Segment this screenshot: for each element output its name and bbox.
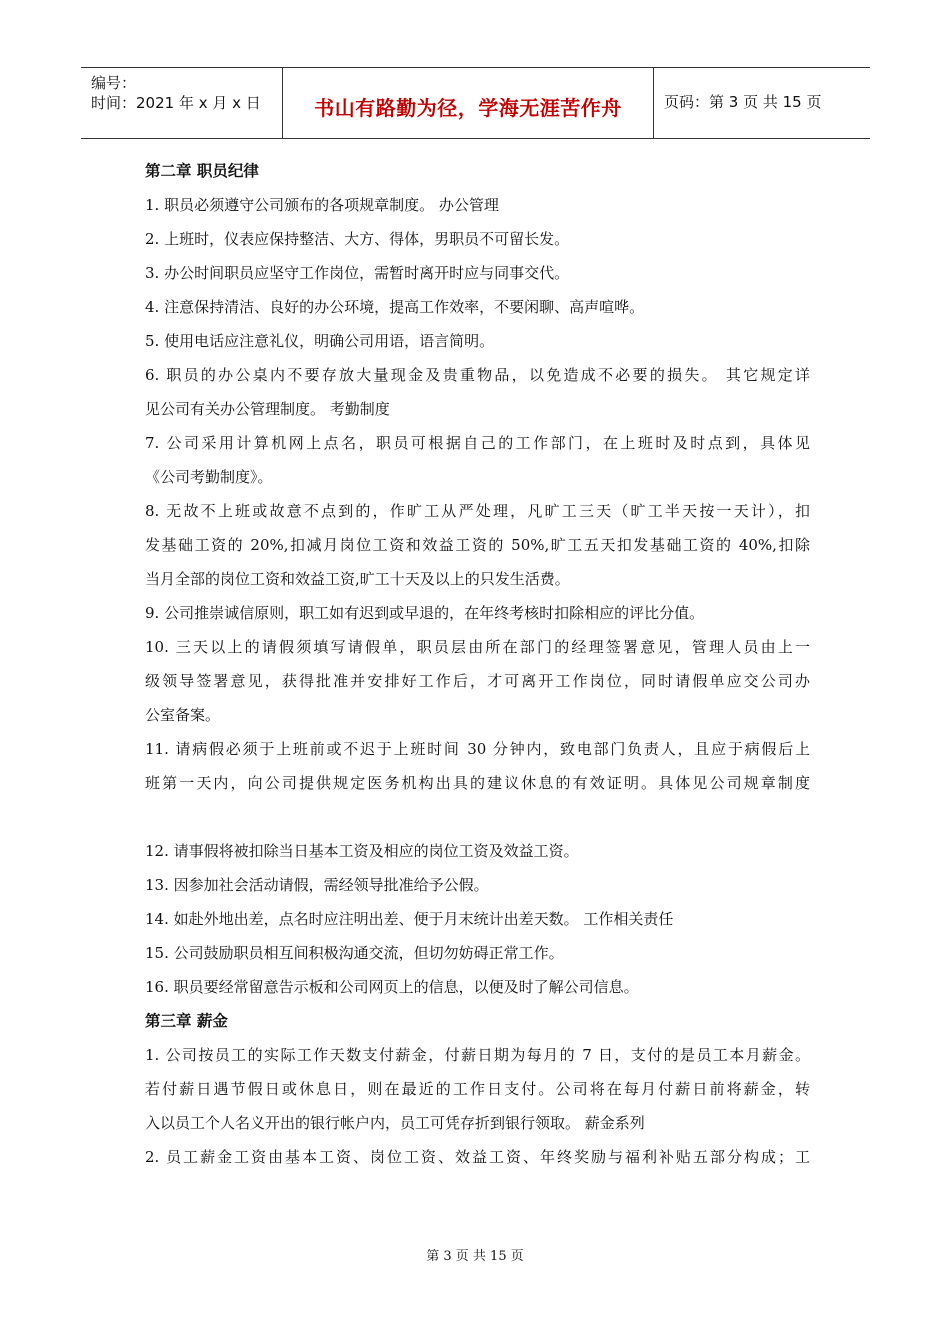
text-line: 6. 职员的办公桌内不要存放大量现金及贵重物品，以免造成不必要的损失。 其它规定详 (145, 366, 810, 384)
text-line: 15. 公司鼓励职员相互间积极沟通交流，但切勿妨碍正常工作。 (145, 944, 564, 962)
text-line: 级领导签署意见，获得批准并安排好工作后，才可离开工作岗位，同时请假单应交公司办 (145, 672, 810, 690)
text-line: 入以员工个人名义开出的银行帐户内，员工可凭存折到银行领取。 薪金系列 (145, 1114, 645, 1132)
text-line: 若付薪日遇节假日或休息日，则在最近的工作日支付。公司将在每月付薪日前将薪金，转 (145, 1080, 810, 1098)
text-line: 2. 员工薪金工资由基本工资、岗位工资、效益工资、年终奖励与福利补贴五部分构成；工 (145, 1148, 810, 1166)
text-line: 公室备案。 (145, 706, 221, 724)
page-info: 页码：第 3 页 共 15 页 (664, 92, 822, 111)
text-line: 见公司有关办公管理制度。 考勤制度 (145, 400, 390, 418)
text-line: 3. 办公时间职员应坚守工作岗位，需暂时离开时应与同事交代。 (145, 264, 570, 282)
text-line: 《公司考勤制度》。 (145, 468, 273, 486)
document-body (145, 154, 810, 1174)
chapter-heading: 第二章 职员纪律 (145, 161, 259, 180)
page-footer: 第 3 页 共 15 页 (426, 1249, 524, 1264)
text-line: 10. 三天以上的请假须填写请假单，职员层由所在部门的经理签署意见，管理人员由上一 (145, 638, 810, 656)
time-label: 时间：2021 年 x 月 x 日 (91, 94, 261, 112)
text-line: 9. 公司推崇诚信原则，职工如有迟到或早退的，在年终考核时扣除相应的评比分值。 (145, 604, 705, 622)
text-line: 5. 使用电话应注意礼仪，明确公司用语，语言简明。 (145, 332, 495, 350)
text-line: 4. 注意保持清洁、良好的办公环境，提高工作效率，不要闲聊、高声喧哗。 (145, 298, 645, 316)
text-line: 8. 无故不上班或故意不点到的，作旷工从严处理，凡旷工三天（旷工半天按一天计），扣 (145, 502, 810, 520)
text-line: 班第一天内，向公司提供规定医务机构出具的建议休息的有效证明。具体见公司规章制度 (145, 774, 810, 792)
text-line: 发基础工资的 20%,扣减月岗位工资和效益工资的 50%,旷工五天扣发基础工资的 40%,扣除 (145, 536, 810, 554)
chapter-heading: 第三章 薪金 (145, 1011, 228, 1030)
text-line: 2. 上班时，仪表应保持整洁、大方、得体，男职员不可留长发。 (145, 230, 570, 248)
text-line: 11. 请病假必须于上班前或不迟于上班时间 30 分钟内，致电部门负责人，且应于病假后上 (145, 740, 810, 758)
blank-line (145, 800, 810, 834)
text-line: 16. 职员要经常留意告示板和公司网页上的信息，以便及时了解公司信息。 (145, 978, 639, 996)
code-label: 编号： (91, 74, 137, 92)
text-line: 12. 请事假将被扣除当日基本工资及相应的岗位工资及效益工资。 (145, 842, 579, 860)
text-line: 1. 职员必须遵守公司颁布的各项规章制度。 办公管理 (145, 196, 499, 214)
header-info-cell (81, 68, 283, 138)
text-line: 14. 如赴外地出差，点名时应注明出差、便于月末统计出差天数。 工作相关责任 (145, 910, 674, 928)
page-header (81, 67, 870, 139)
header-page-cell (654, 68, 870, 138)
text-line: 7. 公司采用计算机网上点名，职员可根据自己的工作部门，在上班时及时点到，具体见 (145, 434, 810, 452)
text-line: 13. 因参加社会活动请假，需经领导批准给予公假。 (145, 876, 489, 894)
text-line: 1. 公司按员工的实际工作天数支付薪金，付薪日期为每月的 7 日，支付的是员工本月薪金。 (145, 1046, 810, 1064)
text-line: 当月全部的岗位工资和效益工资,旷工十天及以上的只发生活费。 (145, 570, 570, 588)
motto-text: 书山有路勤为径，学海无涯苦作舟 (314, 95, 622, 120)
header-motto-cell (283, 68, 654, 138)
